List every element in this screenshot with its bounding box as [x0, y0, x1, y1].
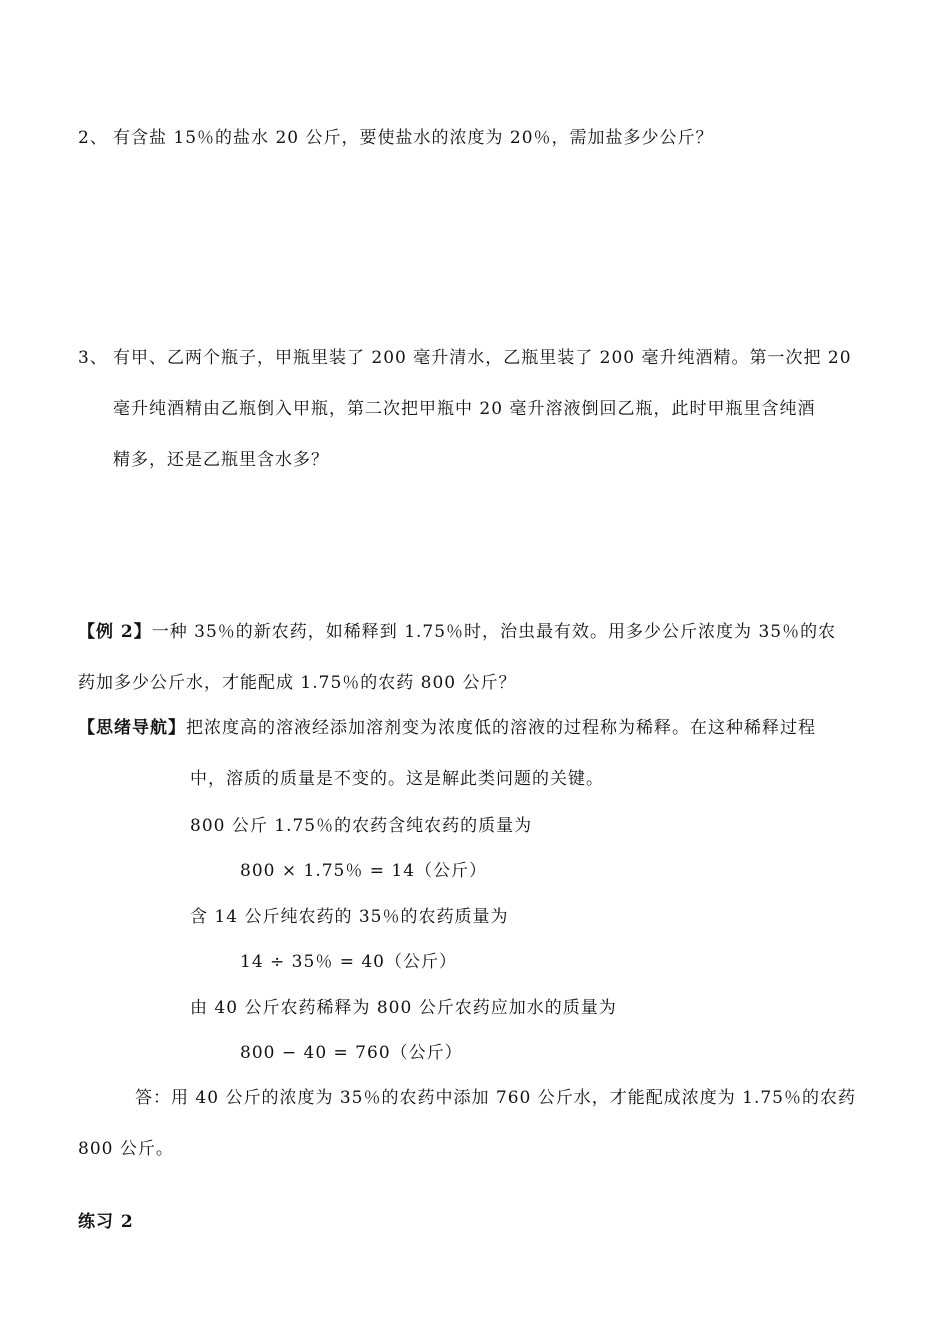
answer-line-1: 答：用 40 公斤的浓度为 35％的农药中添加 760 公斤水，才能配成浓度为 1.75％的农药	[135, 1088, 856, 1108]
step-1-formula: 800 × 1.75％ = 14（公斤）	[240, 861, 488, 881]
example-2-label: 【例 2】	[78, 622, 152, 642]
problem-3-line-3: 精多，还是乙瓶里含水多？	[113, 450, 329, 470]
problem-3-number: 3、	[78, 348, 108, 368]
thinking-text-1: 把浓度高的溶液经添加溶剂变为浓度低的溶液的过程称为稀释。在这种稀释过程	[186, 718, 816, 738]
step-2-formula: 14 ÷ 35％ = 40（公斤）	[240, 952, 457, 972]
example-2-text-1: 一种 35％的新农药，如稀释到 1.75％时，治虫最有效。用多少公斤浓度为 35％的农	[151, 622, 837, 642]
step-1-text: 800 公斤 1.75％的农药含纯农药的质量为	[190, 816, 533, 836]
example-2-line-1	[78, 621, 836, 643]
step-3-text: 由 40 公斤农药稀释为 800 公斤农药应加水的质量为	[190, 998, 617, 1018]
example-2-line-2: 药加多少公斤水，才能配成 1.75％的农药 800 公斤？	[78, 673, 517, 693]
problem-3-line-2: 毫升纯酒精由乙瓶倒入甲瓶，第二次把甲瓶中 20 毫升溶液倒回乙瓶，此时甲瓶里含纯酒	[113, 399, 816, 419]
answer-line-2: 800 公斤。	[78, 1139, 174, 1159]
practice-2-title: 练习 2	[78, 1212, 134, 1232]
thinking-label: 【思绪导航】	[78, 718, 186, 738]
step-3-formula: 800 − 40 = 760（公斤）	[240, 1043, 463, 1063]
thinking-line-1	[78, 717, 816, 739]
step-2-text: 含 14 公斤纯农药的 35％的农药质量为	[190, 907, 509, 927]
thinking-line-2: 中，溶质的质量是不变的。这是解此类问题的关键。	[190, 769, 604, 789]
problem-2-text: 有含盐 15％的盐水 20 公斤，要使盐水的浓度为 20％，需加盐多少公斤？	[113, 128, 714, 148]
problem-3-line-1: 有甲、乙两个瓶子，甲瓶里装了 200 毫升清水，乙瓶里装了 200 毫升纯酒精。第一次把 20	[113, 348, 852, 368]
problem-2-number: 2、	[78, 128, 108, 148]
